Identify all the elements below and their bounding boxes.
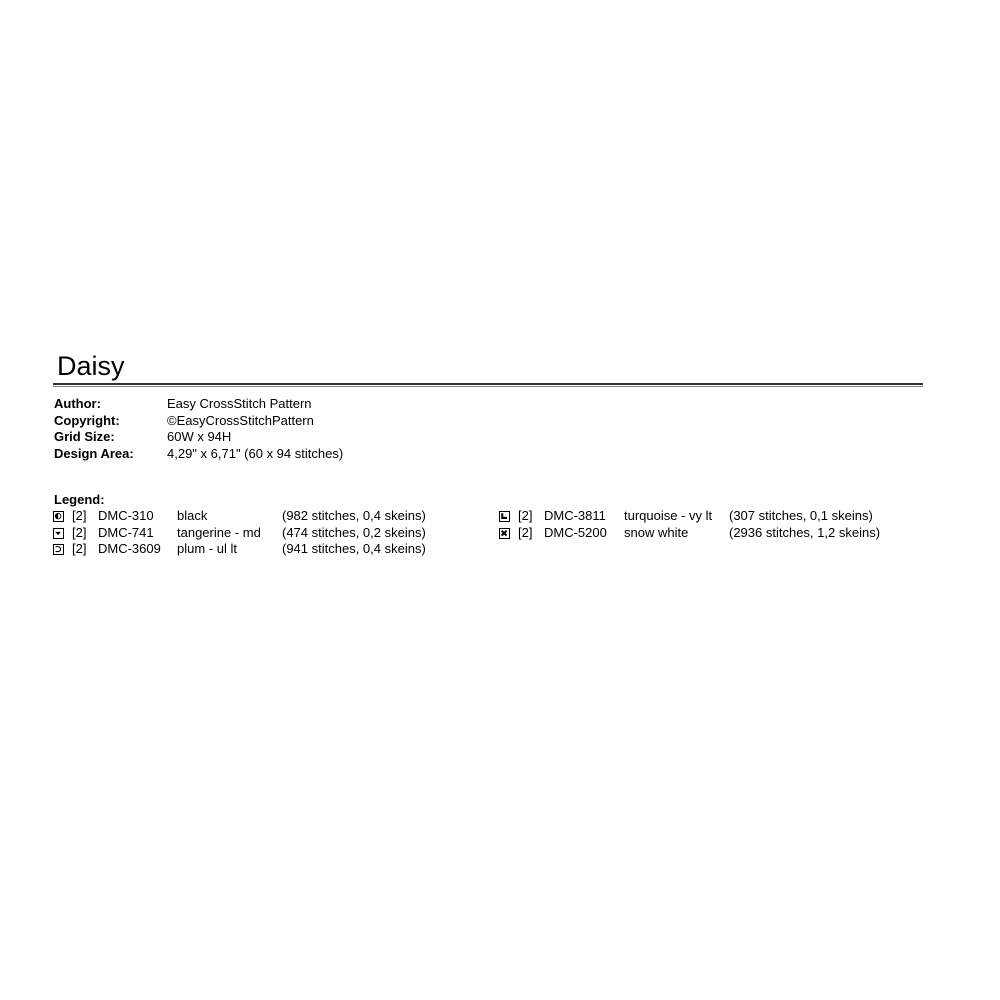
legend-count: (941 stitches, 0,4 skeins) — [282, 541, 426, 556]
legend-color-name: turquoise - vy lt — [624, 508, 713, 523]
legend-strands: [2] — [518, 508, 533, 523]
legend-color-name: black — [177, 508, 208, 523]
corner-block-icon — [499, 511, 510, 522]
legend-strands: [2] — [72, 524, 87, 540]
legend-color-name: tangerine - md — [177, 524, 261, 540]
legend-count: (307 stitches, 0,1 skeins) — [729, 508, 873, 523]
info-row-grid-size — [54, 429, 343, 446]
legend-strands: [2] — [72, 541, 87, 556]
grid-size-value: 60W x 94H — [167, 429, 232, 444]
author-value: Easy CrossStitch Pattern — [167, 396, 312, 411]
author-label: Author: — [54, 396, 101, 411]
legend-color-name: plum - ul lt — [177, 541, 237, 556]
info-row-design-area — [54, 446, 343, 463]
pattern-title: Daisy — [57, 351, 125, 381]
legend-strands: [2] — [72, 508, 87, 523]
reverse-c-icon — [53, 544, 64, 555]
design-area-value: 4,29" x 6,71" (60 x 94 stitches) — [167, 445, 344, 461]
half-filled-circle-icon — [53, 511, 64, 522]
info-row-author — [54, 396, 343, 413]
legend-count: (2936 stitches, 1,2 skeins) — [729, 524, 881, 540]
heart-icon — [53, 528, 64, 539]
legend-count: (982 stitches, 0,4 skeins) — [282, 508, 426, 523]
copyright-label: Copyright: — [54, 412, 120, 428]
legend-color-name: snow white — [624, 524, 689, 540]
legend-code: DMC-3811 — [544, 508, 606, 523]
x-filled-icon — [499, 528, 510, 539]
legend-code: DMC-310 — [98, 508, 154, 523]
legend-code: DMC-3609 — [98, 541, 161, 556]
legend-strands: [2] — [518, 524, 533, 540]
legend-heading: Legend: — [54, 492, 105, 507]
legend-code: DMC-5200 — [544, 524, 607, 540]
title-divider — [53, 383, 923, 385]
info-row-copyright — [54, 413, 343, 430]
design-area-label: Design Area: — [54, 445, 134, 461]
pattern-info — [54, 396, 343, 462]
copyright-value: ©EasyCrossStitchPattern — [167, 412, 314, 428]
legend-count: (474 stitches, 0,2 skeins) — [282, 524, 426, 540]
grid-size-label: Grid Size: — [54, 429, 115, 444]
title-divider-thin — [53, 386, 923, 387]
legend-code: DMC-741 — [98, 524, 154, 540]
